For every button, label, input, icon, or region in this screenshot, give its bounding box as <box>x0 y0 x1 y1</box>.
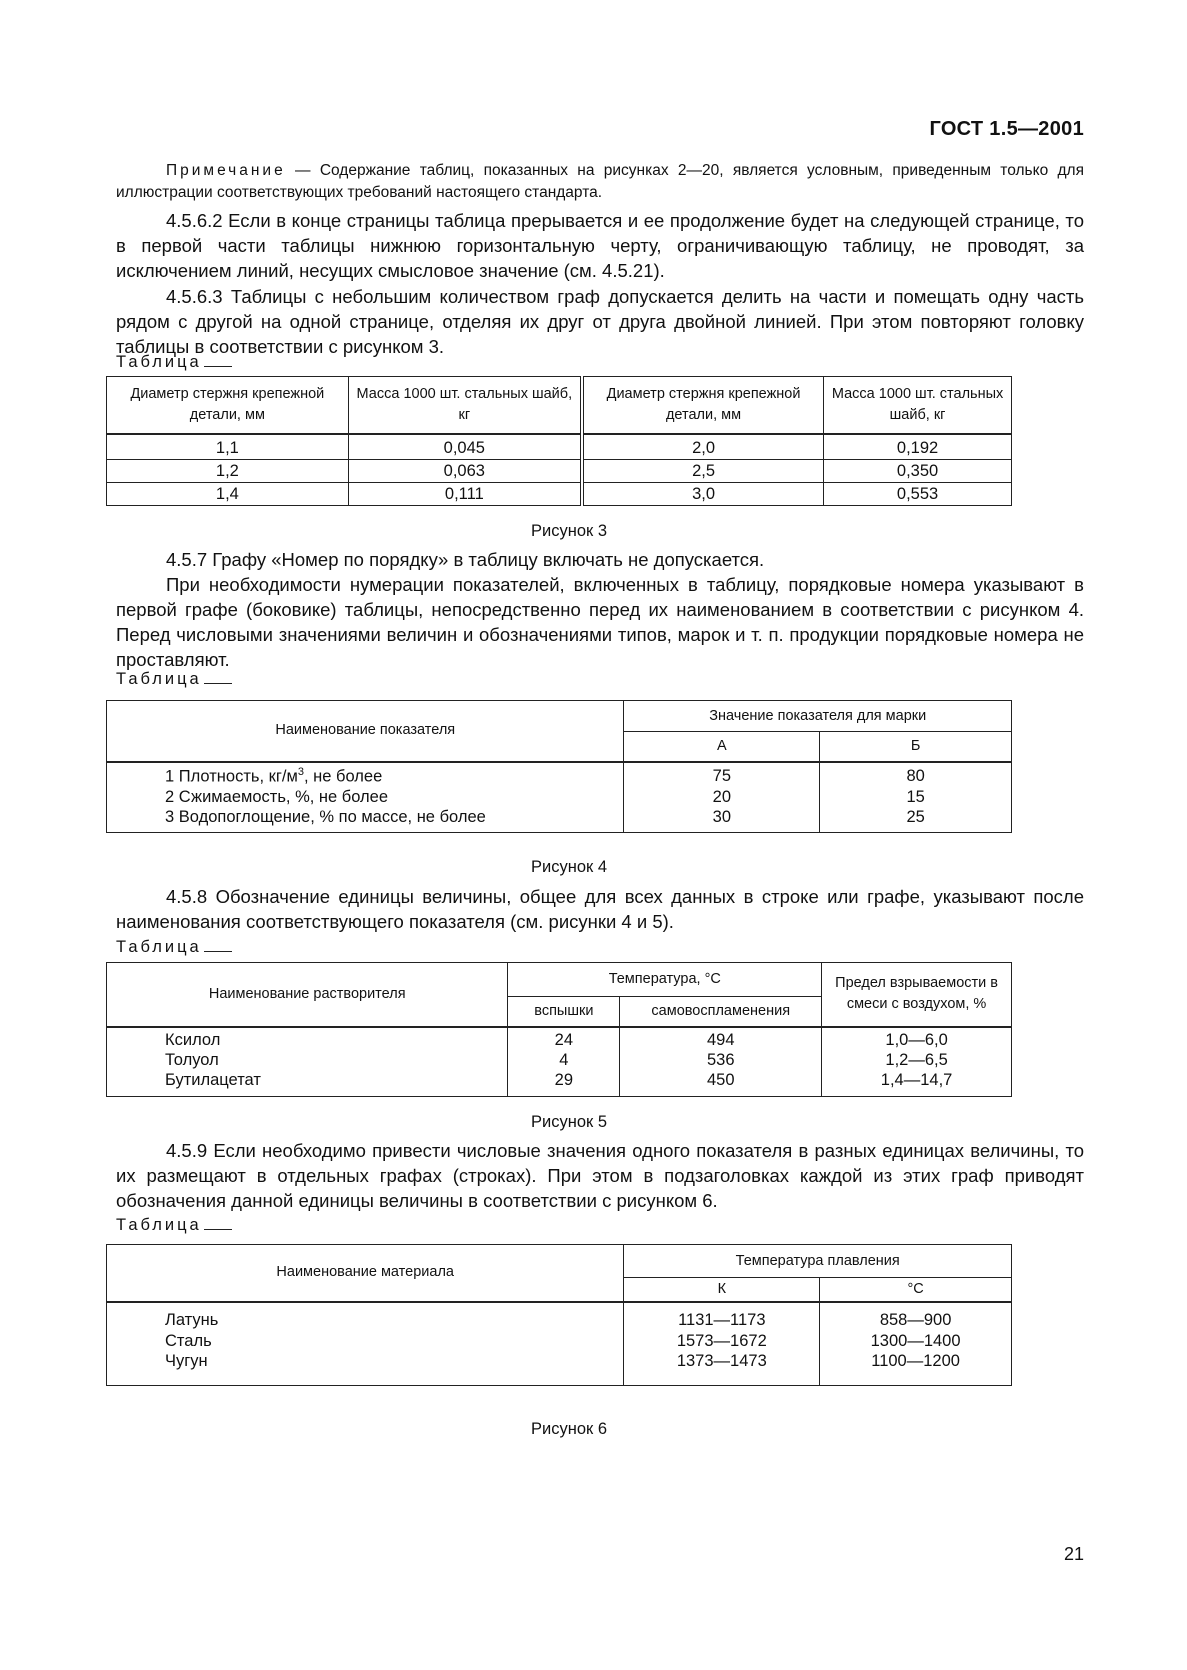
header-cell: самовоспламенения <box>620 997 822 1027</box>
header-cell: Диаметр стержня крепежной детали, мм <box>582 377 824 434</box>
paragraph-4-5-9: 4.5.9 Если необходимо привести числовые значения одного показателя в разных единицах величины, то их размещают в отдельных графах (строках). При этом в подзаголовках каждой из этих граф приводят обозначения данной единицы величины в соответствии с рисунком 6. <box>116 1140 1084 1211</box>
table-header-row <box>107 377 1012 434</box>
table-row: Бутилацетат 29 450 1,4—14,7 <box>107 1071 1012 1097</box>
paragraph-4-5-6-2: 4.5.6.2 Если в конце страницы таблица прерывается и ее продолжение будет на следующей странице, то в первой части таблицы нижнюю горизонтальную черту, ограничивающую таблицу, не проводят, за исключением линий, несущих смысловое значение (см. 4.5.21). <box>116 210 1084 281</box>
figure-5-caption: Рисунок 5 <box>531 1113 607 1131</box>
table-label: Таблица <box>116 669 232 689</box>
table-header-row <box>107 701 1012 732</box>
table-row: 3 Водопоглощение, % по массе, не более 30 25 <box>107 808 1012 833</box>
header-cell: Температура, °С <box>508 963 822 997</box>
table-row: 1,4 0,111 3,0 0,553 <box>107 483 1012 506</box>
table-row: Латунь 1131—1173 858—900 <box>107 1310 1012 1331</box>
figure-3-table <box>106 376 1012 506</box>
note-paragraph <box>116 160 1084 204</box>
paragraph-4-5-7: 4.5.7 Графу «Номер по порядку» в таблицу включать не допускается. <box>166 549 765 570</box>
table-row: Чугун 1373—1473 1100—1200 <box>107 1352 1012 1386</box>
header-cell: Температура плавления <box>624 1245 1012 1278</box>
figure-3-caption: Рисунок 3 <box>531 522 607 540</box>
header-cell: °С <box>820 1278 1012 1302</box>
paragraph-4-5-8: 4.5.8 Обозначение единицы величины, общее для всех данных в строке или графе, указывают после наименования соответствующего показателя (см. рисунки 4 и 5). <box>116 886 1084 932</box>
table-header-row <box>107 1245 1012 1278</box>
header-cell: А <box>624 732 820 762</box>
table-row: 1,1 0,045 2,0 0,192 <box>107 438 1012 460</box>
header-cell: Наименование материала <box>107 1245 624 1302</box>
paragraph-4-5-6-3: 4.5.6.3 Таблицы с небольшим количеством граф допускается делить на части и помещать одну часть рядом с другой на одной странице, отделяя их друг от друга двойной линией. При этом повторяют головку таблицы в соответствии с рисунком 3. <box>116 286 1084 357</box>
table-label: Таблица <box>116 352 232 372</box>
table-row: 1 Плотность, $кг/м^3$, не более 75 80 <box>107 766 1012 787</box>
table-row: Ксилол 24 494 1,0—6,0 <box>107 1031 1012 1051</box>
table-row: Толуол 4 536 1,2—6,5 <box>107 1051 1012 1071</box>
header-cell: Значение показателя для марки <box>624 701 1012 732</box>
table-row: 2 Сжимаемость, %, не более 20 15 <box>107 787 1012 808</box>
document-code: ГОСТ 1.5—2001 <box>929 118 1084 140</box>
header-cell: Масса 1000 шт. стальных шайб, кг <box>348 377 582 434</box>
figure-6-table <box>106 1244 1012 1386</box>
note-text: — Содержание таблиц, показанных на рисунках 2—20, является условным, приведенным только для иллюстрации соответствующих требований настоящего стандарта. <box>116 162 1084 201</box>
header-cell: Наименование показателя <box>107 701 624 762</box>
header-cell: Масса 1000 шт. стальных шайб, кг <box>824 377 1012 434</box>
header-cell: Диаметр стержня крепежной детали, мм <box>107 377 349 434</box>
page-number: 21 <box>1063 1544 1084 1564</box>
table-row: Сталь 1573—1672 1300—1400 <box>107 1331 1012 1352</box>
table-row: 1,2 0,063 2,5 0,350 <box>107 460 1012 483</box>
header-cell: Б <box>820 732 1012 762</box>
table-header-row <box>107 963 1012 997</box>
figure-4-caption: Рисунок 4 <box>531 858 607 876</box>
header-cell: вспышки <box>508 997 620 1027</box>
figure-6-caption: Рисунок 6 <box>531 1420 607 1438</box>
header-cell: Наименование растворителя <box>107 963 508 1027</box>
table-label: Таблица <box>116 1215 232 1235</box>
note-label: Примечание <box>166 162 286 179</box>
table-label: Таблица <box>116 937 232 957</box>
figure-4-table <box>106 700 1012 833</box>
header-cell: К <box>624 1278 820 1302</box>
figure-5-table <box>106 962 1012 1097</box>
header-cell: Предел взрываемости в смеси с воздухом, % <box>822 963 1012 1027</box>
paragraph-4-5-7-numbering: При необходимости нумерации показателей, включенных в таблицу, порядковые номера указывают в первой графе (боковике) таблицы, непосредственно перед их наименованием в соответствии с рисунком 4. Перед числовыми значениями величин и обозначениями типов, марок и т. п. продукции порядковые номера не проставляют. <box>116 574 1084 670</box>
